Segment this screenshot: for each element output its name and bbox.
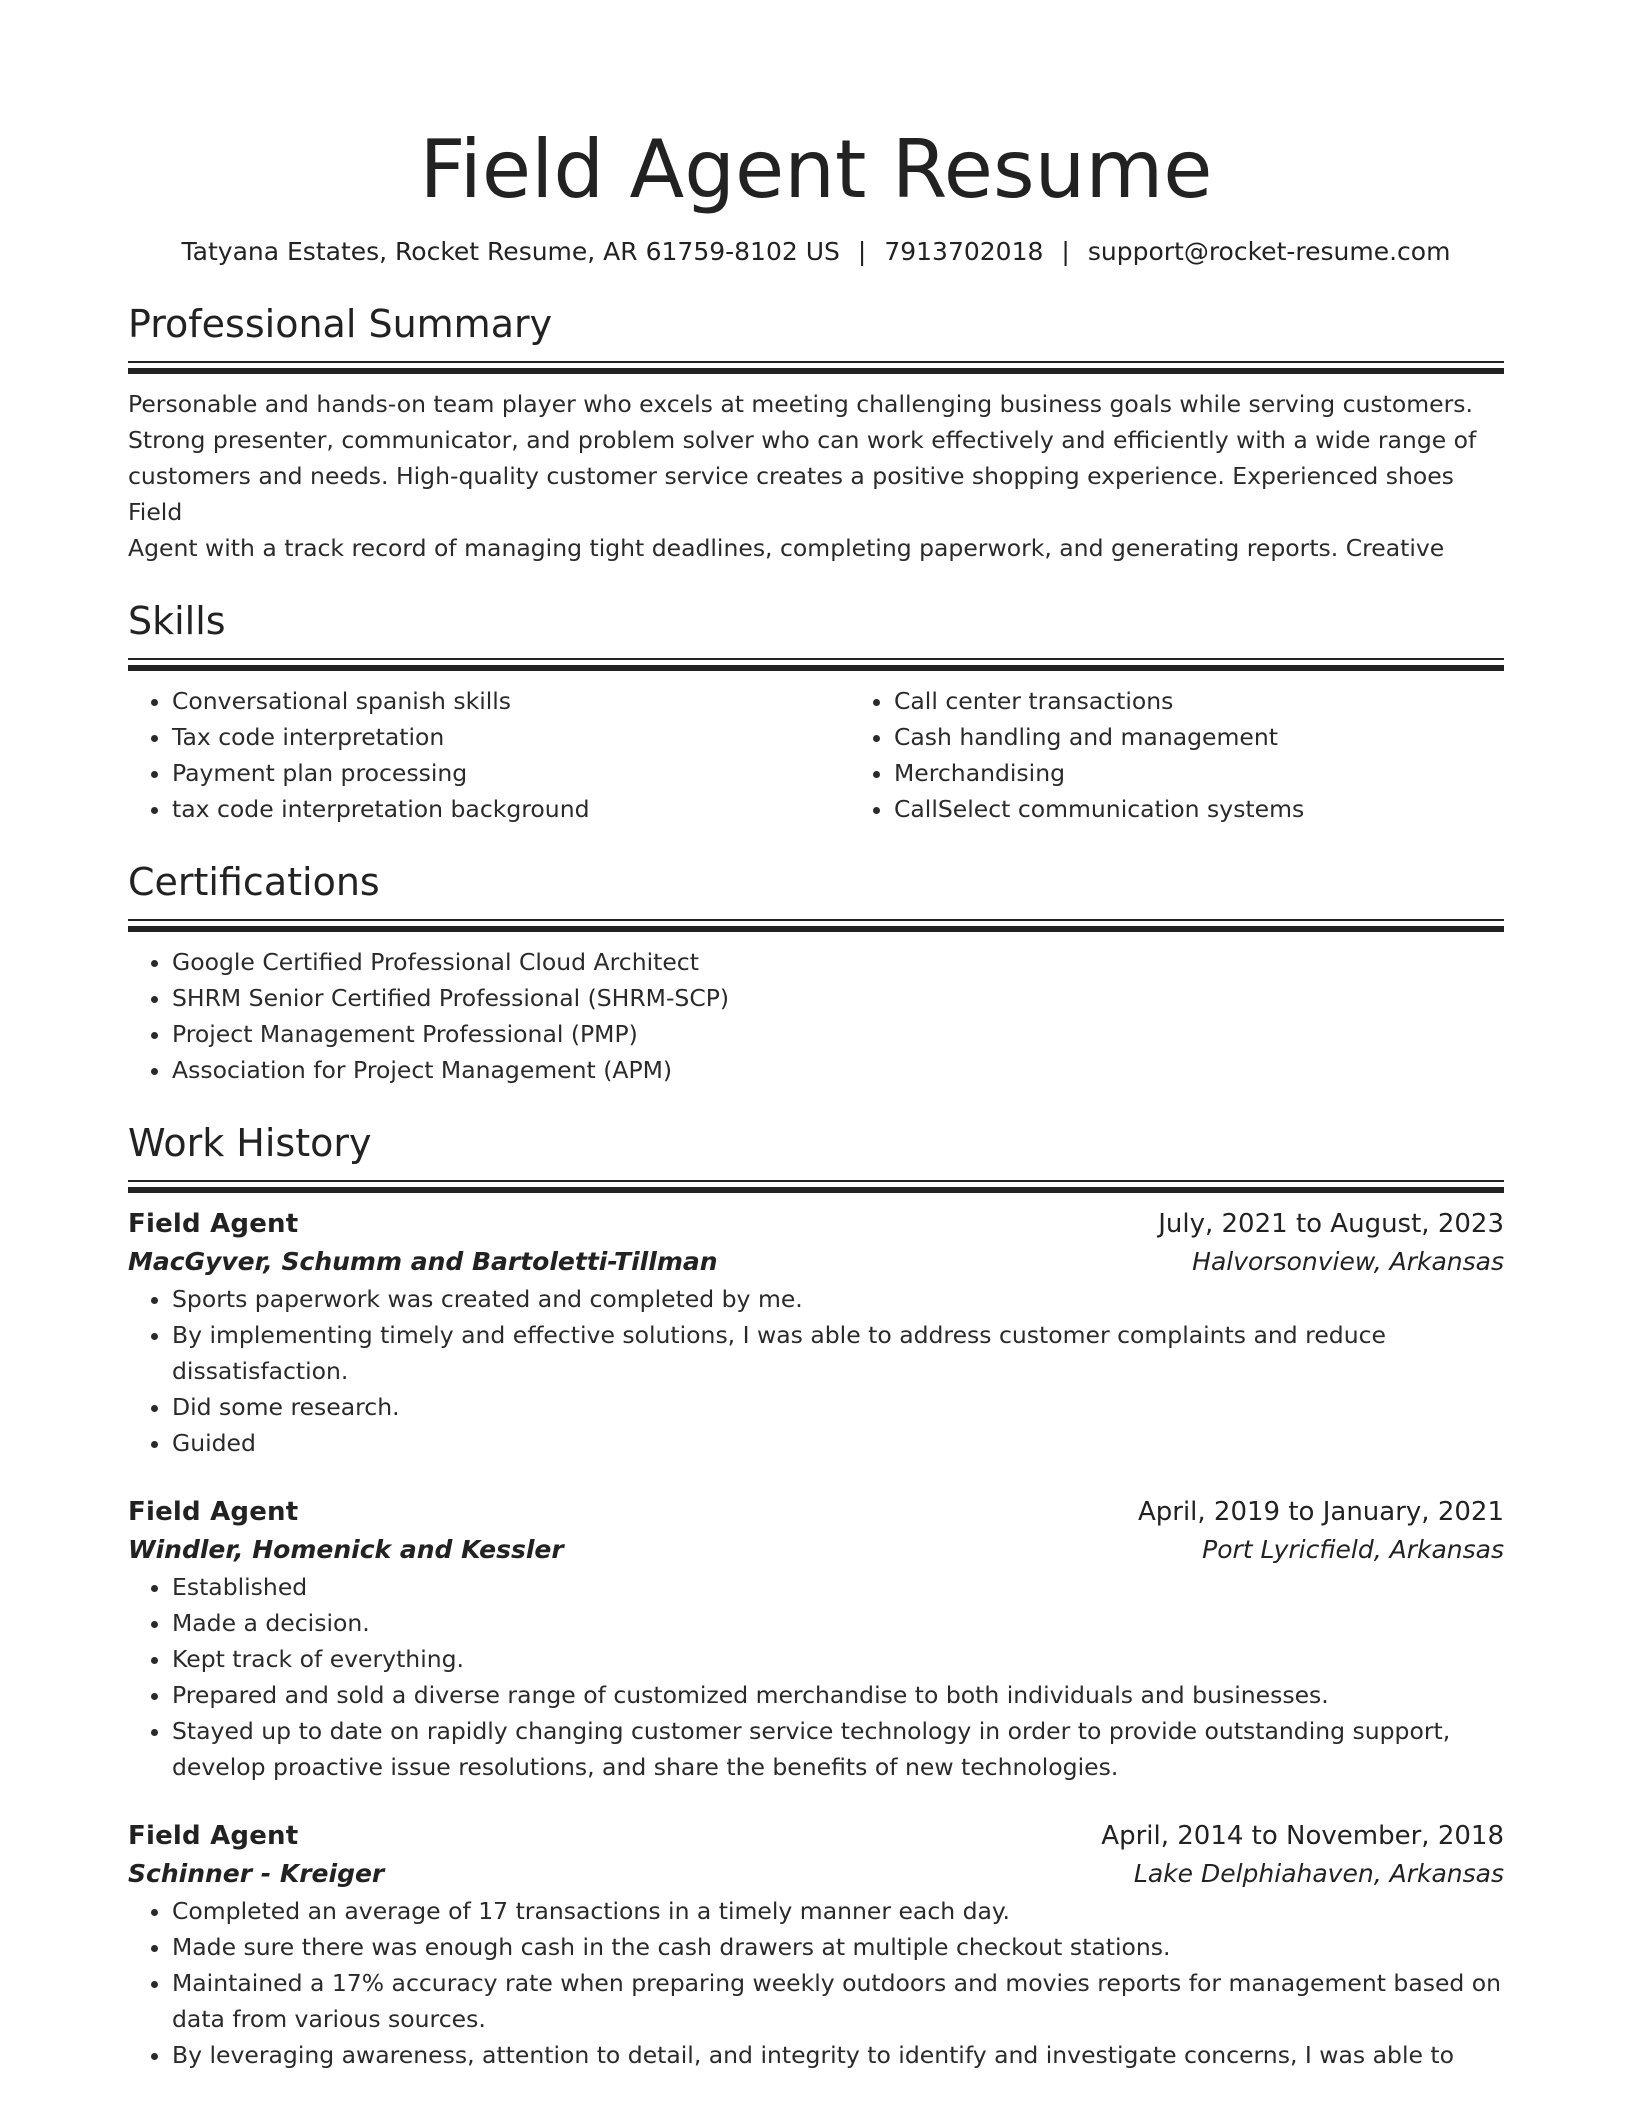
skills-list-right xyxy=(850,683,1572,827)
job-bullet: • Completed an average of 17 transactions in a timely manner each day. xyxy=(172,1893,1504,1929)
job-subheader xyxy=(128,1243,1504,1281)
job-company: MacGyver, Schumm and Bartoletti-Tillman xyxy=(128,1247,718,1276)
certification-item: • Association for Project Management (APM) xyxy=(172,1052,1504,1088)
job-location: Lake Delphiahaven, Arkansas xyxy=(1133,1859,1504,1888)
contact-separator: | xyxy=(857,237,867,266)
contact-phone: 7913702018 xyxy=(884,237,1044,266)
resume-page xyxy=(128,0,1504,2073)
job-dates: April, 2014 to November, 2018 xyxy=(1101,1821,1504,1851)
job-bullet: • Maintained a 17% accuracy rate when preparing weekly outdoors and movies reports for management based on data from various sources. xyxy=(172,1965,1504,2037)
job-company: Windler, Homenick and Kessler xyxy=(128,1535,564,1564)
skill-item: • Conversational spanish skills xyxy=(172,683,850,719)
section-divider xyxy=(128,1180,1504,1191)
job-entry xyxy=(128,1205,1504,1461)
skill-item: • Merchandising xyxy=(894,755,1572,791)
job-bullet: • Stayed up to date on rapidly changing customer service technology in order to provide outstanding support, develop proactive issue resolutions, and share the benefits of new technologies. xyxy=(172,1713,1504,1785)
job-bullet: • Did some research. xyxy=(172,1389,1504,1425)
job-bullets xyxy=(128,1569,1504,1785)
summary-line: Agent with a track record of managing tight deadlines, completing paperwork, and generating reports. Creative xyxy=(128,534,1445,562)
job-company: Schinner - Kreiger xyxy=(128,1859,385,1888)
summary-line: customers and needs. High-quality customer service creates a positive shopping experience. Experienced shoes Field xyxy=(128,462,1454,526)
skills-section xyxy=(128,598,1504,827)
job-bullet: • Kept track of everything. xyxy=(172,1641,1504,1677)
work-history-section xyxy=(128,1120,1504,2073)
certification-item: • Project Management Professional (PMP) xyxy=(172,1016,1504,1052)
summary-text xyxy=(128,386,1504,566)
job-bullet: • Prepared and sold a diverse range of customized merchandise to both individuals and businesses. xyxy=(172,1677,1504,1713)
certifications-section xyxy=(128,859,1504,1088)
job-bullet: • By implementing timely and effective solutions, I was able to address customer complaints and reduce dissatisfaction. xyxy=(172,1317,1504,1389)
job-bullet: • Made a decision. xyxy=(172,1605,1504,1641)
certification-item: • SHRM Senior Certified Professional (SHRM-SCP) xyxy=(172,980,1504,1016)
job-subheader xyxy=(128,1855,1504,1893)
section-heading-skills: Skills xyxy=(128,599,226,643)
job-dates: July, 2021 to August, 2023 xyxy=(1158,1209,1504,1239)
section-heading-summary: Professional Summary xyxy=(128,302,553,346)
job-entry xyxy=(128,1493,1504,1785)
job-bullet: • Made sure there was enough cash in the cash drawers at multiple checkout stations. xyxy=(172,1929,1504,1965)
certification-item: • Google Certified Professional Cloud Architect xyxy=(172,944,1504,980)
job-bullet: • Established xyxy=(172,1569,1504,1605)
job-entry xyxy=(128,1817,1504,2073)
job-bullet: • Sports paperwork was created and completed by me. xyxy=(172,1281,1504,1317)
contact-line xyxy=(128,236,1504,268)
job-header xyxy=(128,1493,1504,1531)
job-role: Field Agent xyxy=(128,1821,299,1851)
section-heading-certifications: Certifications xyxy=(128,860,380,904)
skill-item: • CallSelect communication systems xyxy=(894,791,1572,827)
job-role: Field Agent xyxy=(128,1497,299,1527)
job-location: Halvorsonview, Arkansas xyxy=(1192,1247,1504,1276)
section-divider xyxy=(128,361,1504,372)
job-header xyxy=(128,1205,1504,1243)
job-bullet: • Guided xyxy=(172,1425,1504,1461)
job-bullets xyxy=(128,1893,1504,2073)
job-bullet: • By leveraging awareness, attention to detail, and integrity to identify and investigate concerns, I was able to xyxy=(172,2037,1504,2073)
skill-item: • Cash handling and management xyxy=(894,719,1572,755)
skill-item: • Tax code interpretation xyxy=(172,719,850,755)
section-divider xyxy=(128,658,1504,669)
summary-line: Strong presenter, communicator, and problem solver who can work effectively and efficiently with a wide range of xyxy=(128,426,1477,454)
job-header xyxy=(128,1817,1504,1855)
job-location: Port Lyricfield, Arkansas xyxy=(1202,1535,1504,1564)
summary-line: Personable and hands-on team player who excels at meeting challenging business goals while serving customers. xyxy=(128,390,1473,418)
summary-section xyxy=(128,301,1504,566)
section-divider xyxy=(128,919,1504,930)
skill-item: • tax code interpretation background xyxy=(172,791,850,827)
job-bullets xyxy=(128,1281,1504,1461)
skills-list-left xyxy=(128,683,850,827)
skill-item: • Call center transactions xyxy=(894,683,1572,719)
job-subheader xyxy=(128,1531,1504,1569)
job-role: Field Agent xyxy=(128,1209,299,1239)
job-dates: April, 2019 to January, 2021 xyxy=(1137,1497,1504,1527)
contact-separator: | xyxy=(1061,237,1070,266)
page-title: Field Agent Resume xyxy=(419,123,1213,216)
contact-email: support@rocket-resume.com xyxy=(1087,237,1451,266)
certifications-list xyxy=(128,944,1504,1088)
contact-address: Tatyana Estates, Rocket Resume, AR 61759-8102 US xyxy=(181,237,840,266)
skills-grid xyxy=(128,683,1504,827)
skill-item: • Payment plan processing xyxy=(172,755,850,791)
section-heading-work-history: Work History xyxy=(128,1121,372,1165)
